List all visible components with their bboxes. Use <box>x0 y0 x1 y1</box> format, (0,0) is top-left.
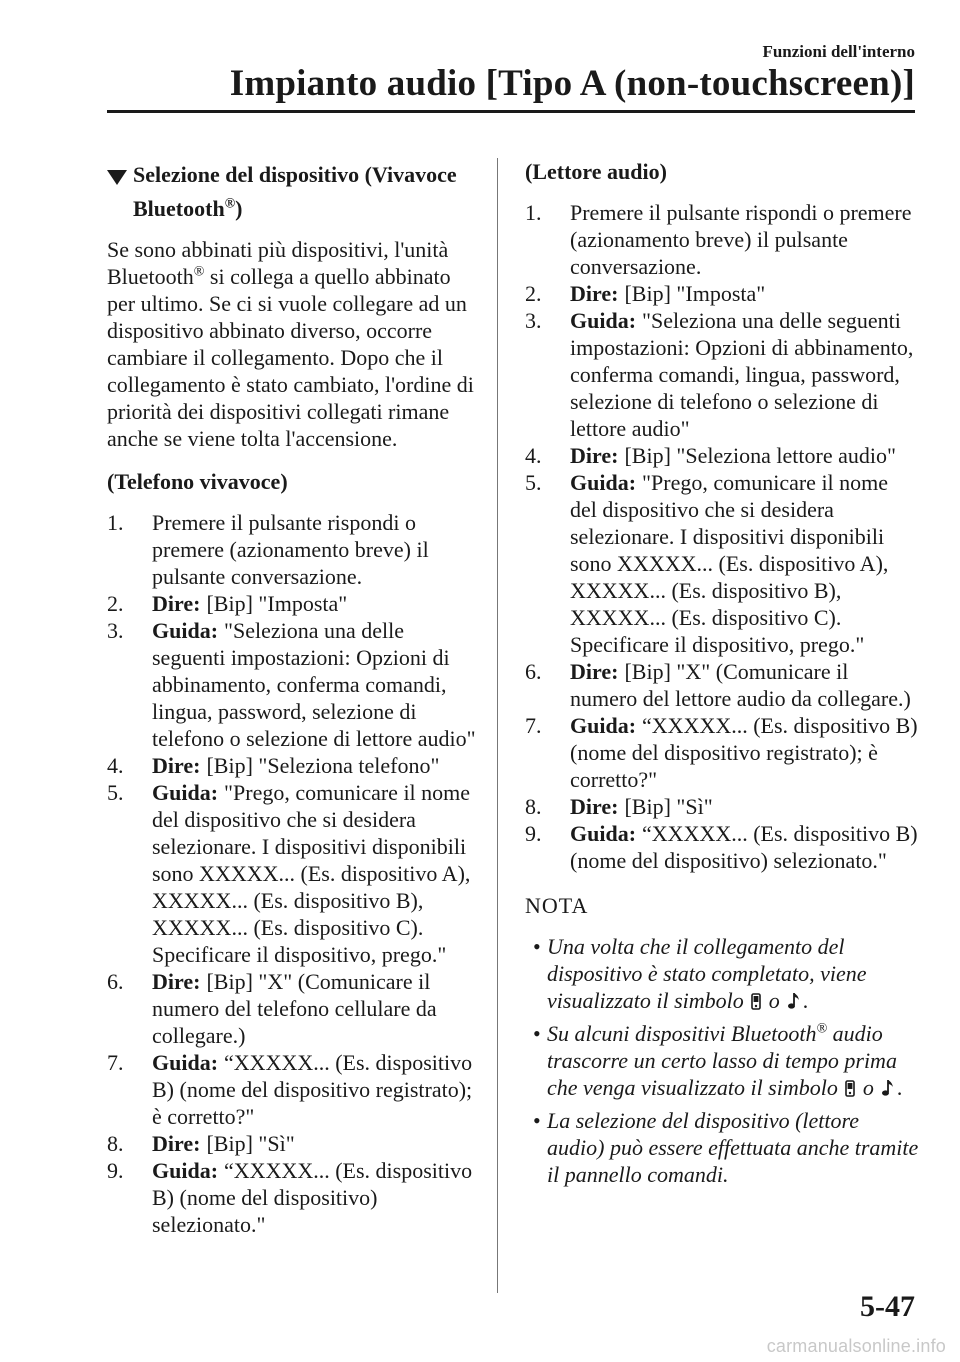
step-text: "Prego, comunicare il nome del dispositivo che si desidera selezionare. I dispositivi disponibili sono XXXXX... (Es. dispositivo A), XXXXX... (Es. dispositivo B), XXXXX... (Es. dispositivo C). Specificare il dispositivo, prego." <box>152 780 471 967</box>
note-text: La selezione del dispositivo (lettore audio) può essere effettuata anche tramite il pannello comandi. <box>547 1108 919 1187</box>
step-item <box>107 509 479 590</box>
music-note-icon <box>787 992 801 1010</box>
step-text: [Bip] "Sì" <box>206 1131 295 1156</box>
step-number: 4. <box>107 753 124 778</box>
step-number: 2. <box>525 281 542 306</box>
step-text: “XXXXX... (Es. dispositivo B) (nome del dispositivo registrato); è corretto?" <box>152 1050 473 1129</box>
step-number: 2. <box>107 591 124 616</box>
step-number: 9. <box>525 821 542 846</box>
step-label: Guida: <box>570 308 637 333</box>
left-column <box>107 158 479 1256</box>
step-item <box>525 712 920 793</box>
step-text: “XXXXX... (Es. dispositivo B) (nome del dispositivo) selezionato." <box>570 821 918 873</box>
step-label: Dire: <box>152 969 201 994</box>
step-label: Guida: <box>570 713 637 738</box>
right-column <box>525 158 920 1194</box>
page-title: Impianto audio [Tipo A (non-touchscreen)] <box>229 63 915 104</box>
step-text: "Seleziona una delle seguenti impostazioni: Opzioni di abbinamento, conferma comandi, lingua, password, selezione di telefono o selezione di lettore audio" <box>152 618 476 751</box>
step-number: 5. <box>525 470 542 495</box>
intro-text-post: si collega a quello abbinato per ultimo. Se ci si vuole collegare ad un dispositivo abbinato diverso, occorre cambiare il collegamento. Dopo che il collegamento è stato cambiato, l'ordine di priorità dei dispositivi collegati rimane anche se viene tolta l'accensione. <box>107 264 474 451</box>
intro-text-pre: Se sono abbinati più dispositivi, l'unità Bluetooth <box>107 237 449 289</box>
note-text: audio trascorre un certo lasso di tempo prima che venga visualizzato il simbolo <box>547 1021 897 1100</box>
bullet-dot: • <box>533 1108 541 1133</box>
header-rule <box>107 110 915 113</box>
step-number: 8. <box>107 1131 124 1156</box>
step-number: 3. <box>525 308 542 333</box>
phone-icon <box>751 993 761 1010</box>
step-text: "Prego, comunicare il nome del dispositivo che si desidera selezionare. I dispositivi disponibili sono XXXXX... (Es. dispositivo A), XXXXX... (Es. dispositivo B), XXXXX... (Es. dispositivo C). Specificare il dispositivo, prego." <box>570 470 889 657</box>
step-number: 4. <box>525 443 542 468</box>
step-label: Dire: <box>570 281 619 306</box>
step-item <box>525 199 920 280</box>
note-item <box>525 1107 920 1188</box>
step-label: Guida: <box>152 618 219 643</box>
step-item <box>107 617 479 752</box>
step-item <box>525 658 920 712</box>
step-number: 1. <box>107 510 124 535</box>
step-text: [Bip] "X" (Comunicare il numero del telefono cellulare da collegare.) <box>152 969 437 1048</box>
step-number: 9. <box>107 1158 124 1183</box>
step-label: Guida: <box>152 1050 219 1075</box>
step-item <box>107 752 479 779</box>
step-number: 3. <box>107 618 124 643</box>
step-item <box>107 1049 479 1130</box>
subheading-phone: (Telefono vivavoce) <box>107 469 288 494</box>
step-text: [Bip] "X" (Comunicare il numero del lettore audio da collegare.) <box>570 659 911 711</box>
step-text: [Bip] "Seleziona lettore audio" <box>624 443 896 468</box>
step-text: [Bip] "Imposta" <box>206 591 348 616</box>
step-label: Dire: <box>152 753 201 778</box>
steps-list-phone <box>107 509 479 1238</box>
step-number: 1. <box>525 200 542 225</box>
step-number: 8. <box>525 794 542 819</box>
note-end: . <box>803 988 809 1013</box>
step-item <box>525 307 920 442</box>
step-label: Guida: <box>570 821 637 846</box>
watermark: carmanualsonline.info <box>766 1336 946 1356</box>
step-number: 6. <box>107 969 124 994</box>
note-item <box>525 933 920 1014</box>
step-item <box>107 968 479 1049</box>
registered-mark: ® <box>193 264 205 280</box>
step-text: Premere il pulsante rispondi o premere (azionamento breve) il pulsante conversazione. <box>152 510 429 589</box>
step-item <box>525 793 920 820</box>
note-text: Su alcuni dispositivi Bluetooth <box>547 1021 817 1046</box>
subheading-audio: (Lettore audio) <box>525 159 667 184</box>
nota-list <box>525 933 920 1188</box>
step-item <box>525 820 920 874</box>
step-item <box>525 469 920 658</box>
phone-icon <box>845 1080 855 1097</box>
step-item <box>107 1157 479 1238</box>
heading-line2: Bluetooth <box>133 196 225 221</box>
page-number: 5-47 <box>860 1290 915 1323</box>
note-or: o <box>862 1075 874 1100</box>
music-note-icon <box>881 1079 895 1097</box>
step-item <box>525 280 920 307</box>
step-text: [Bip] "Sì" <box>624 794 713 819</box>
step-label: Dire: <box>570 794 619 819</box>
step-number: 6. <box>525 659 542 684</box>
step-item <box>525 442 920 469</box>
step-text: [Bip] "Imposta" <box>624 281 766 306</box>
registered-mark: ® <box>224 196 236 212</box>
step-item <box>107 590 479 617</box>
step-text: "Seleziona una delle seguenti impostazioni: Opzioni di abbinamento, conferma comandi, lingua, password, selezione di telefono o selezione di lettore audio" <box>570 308 914 441</box>
step-label: Guida: <box>152 1158 219 1183</box>
step-label: Guida: <box>570 470 637 495</box>
column-divider <box>497 158 498 1293</box>
triangle-bullet-icon <box>107 170 127 185</box>
note-end: . <box>897 1075 903 1100</box>
note-item <box>525 1020 920 1101</box>
step-item <box>107 779 479 968</box>
step-label: Dire: <box>570 659 619 684</box>
step-number: 7. <box>525 713 542 738</box>
header-section-label: Funzioni dell'interno <box>762 42 915 61</box>
step-number: 7. <box>107 1050 124 1075</box>
nota-heading: NOTA <box>525 893 589 918</box>
note-or: o <box>768 988 780 1013</box>
step-item <box>107 1130 479 1157</box>
step-label: Dire: <box>152 1131 201 1156</box>
heading-close: ) <box>235 196 243 221</box>
bullet-dot: • <box>533 1021 541 1046</box>
step-label: Dire: <box>570 443 619 468</box>
section-heading <box>107 158 479 226</box>
step-text: “XXXXX... (Es. dispositivo B) (nome del dispositivo) selezionato." <box>152 1158 473 1237</box>
note-text: Una volta che il collegamento del dispositivo è stato completato, viene visualizzato il simbolo <box>547 934 867 1013</box>
heading-line1: Selezione del dispositivo (Vivavoce <box>133 162 457 187</box>
steps-list-audio <box>525 199 920 874</box>
bullet-dot: • <box>533 934 541 959</box>
step-text: Premere il pulsante rispondi o premere (azionamento breve) il pulsante conversazione. <box>570 200 912 279</box>
step-number: 5. <box>107 780 124 805</box>
intro-paragraph <box>107 236 479 452</box>
step-text: “XXXXX... (Es. dispositivo B) (nome del dispositivo registrato); è corretto?" <box>570 713 918 792</box>
registered-mark: ® <box>816 1021 828 1037</box>
step-text: [Bip] "Seleziona telefono" <box>206 753 440 778</box>
step-label: Guida: <box>152 780 219 805</box>
step-label: Dire: <box>152 591 201 616</box>
